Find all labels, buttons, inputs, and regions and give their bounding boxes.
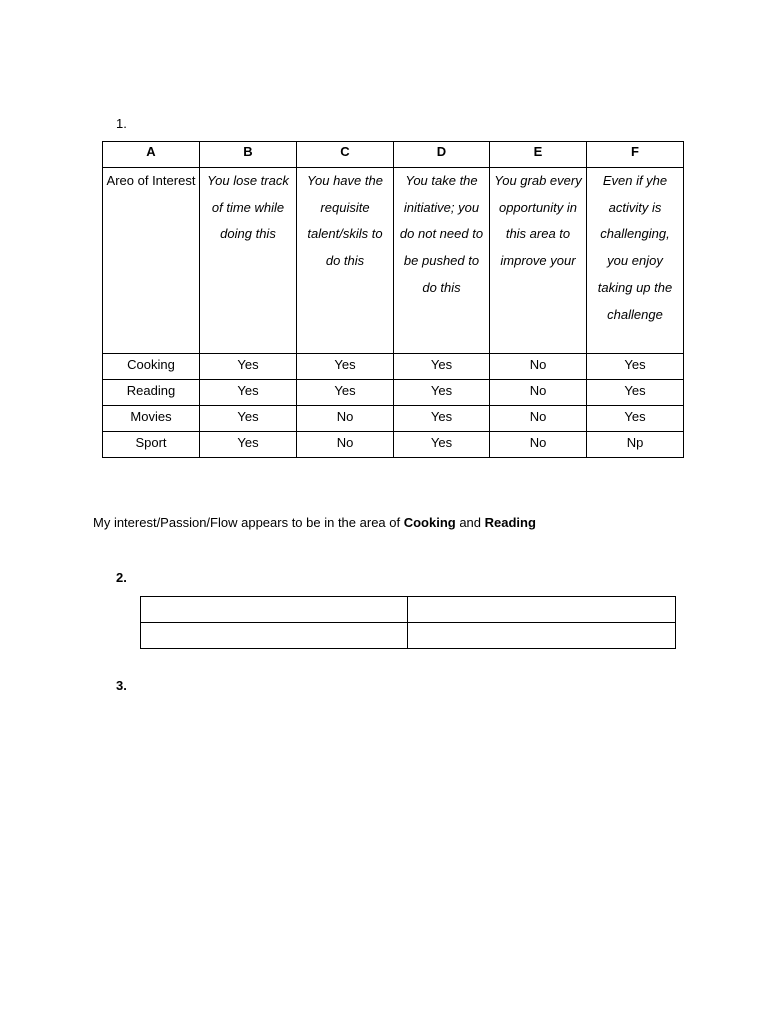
- table-row: [103, 354, 684, 380]
- table-cell: No: [490, 406, 587, 432]
- criterion-description: Even if yhe activity is challenging, you enjoy taking up the challenge: [587, 168, 684, 354]
- table-cell: Yes: [394, 380, 490, 406]
- table-cell: Yes: [200, 432, 297, 458]
- table-cell: Yes: [200, 354, 297, 380]
- table-cell: Yes: [587, 406, 684, 432]
- table-header-row: [103, 142, 684, 168]
- table-cell: [408, 623, 676, 649]
- table-cell: Movies: [103, 406, 200, 432]
- table-row: [141, 623, 676, 649]
- table-cell: Yes: [394, 432, 490, 458]
- section-2-number: 2.: [116, 570, 127, 585]
- empty-table: [140, 596, 676, 649]
- section-3-number: 3.: [116, 678, 127, 693]
- area-of-interest-label: Areo of Interest: [103, 168, 200, 354]
- table-cell: No: [490, 380, 587, 406]
- table-cell: Yes: [200, 406, 297, 432]
- table-row: [141, 597, 676, 623]
- table-cell: Yes: [200, 380, 297, 406]
- table-cell: [141, 623, 408, 649]
- table-row: [103, 380, 684, 406]
- table-cell: Yes: [587, 380, 684, 406]
- table-cell: No: [297, 432, 394, 458]
- table-cell: Yes: [587, 354, 684, 380]
- column-header: E: [490, 142, 587, 168]
- statement-highlight-reading: Reading: [484, 515, 536, 530]
- table-cell: Yes: [394, 354, 490, 380]
- table-cell: Reading: [103, 380, 200, 406]
- description-row: [103, 168, 684, 354]
- table-cell: Yes: [394, 406, 490, 432]
- criterion-description: You lose track of time while doing this: [200, 168, 297, 354]
- table-cell: Np: [587, 432, 684, 458]
- interest-table: [102, 141, 684, 458]
- interest-statement: [93, 515, 536, 530]
- table-cell: Cooking: [103, 354, 200, 380]
- table-cell: Yes: [297, 380, 394, 406]
- section-1-number: 1.: [116, 116, 127, 131]
- table-cell: Yes: [297, 354, 394, 380]
- criterion-description: You grab every opportunity in this area to improve your: [490, 168, 587, 354]
- column-header: C: [297, 142, 394, 168]
- criterion-description: You have the requisite talent/skils to do this: [297, 168, 394, 354]
- table-row: [103, 432, 684, 458]
- column-header: D: [394, 142, 490, 168]
- statement-highlight-cooking: Cooking: [403, 515, 456, 530]
- table-cell: No: [490, 432, 587, 458]
- column-header: F: [587, 142, 684, 168]
- table-cell: No: [297, 406, 394, 432]
- table-cell: [141, 597, 408, 623]
- column-header: B: [200, 142, 297, 168]
- column-header: A: [103, 142, 200, 168]
- statement-connector: and: [455, 515, 485, 530]
- table-cell: [408, 597, 676, 623]
- statement-text: My interest/Passion/Flow appears to be in the area of: [93, 515, 404, 530]
- table-row: [103, 406, 684, 432]
- table-cell: Sport: [103, 432, 200, 458]
- criterion-description: You take the initiative; you do not need to be pushed to do this: [394, 168, 490, 354]
- table-cell: No: [490, 354, 587, 380]
